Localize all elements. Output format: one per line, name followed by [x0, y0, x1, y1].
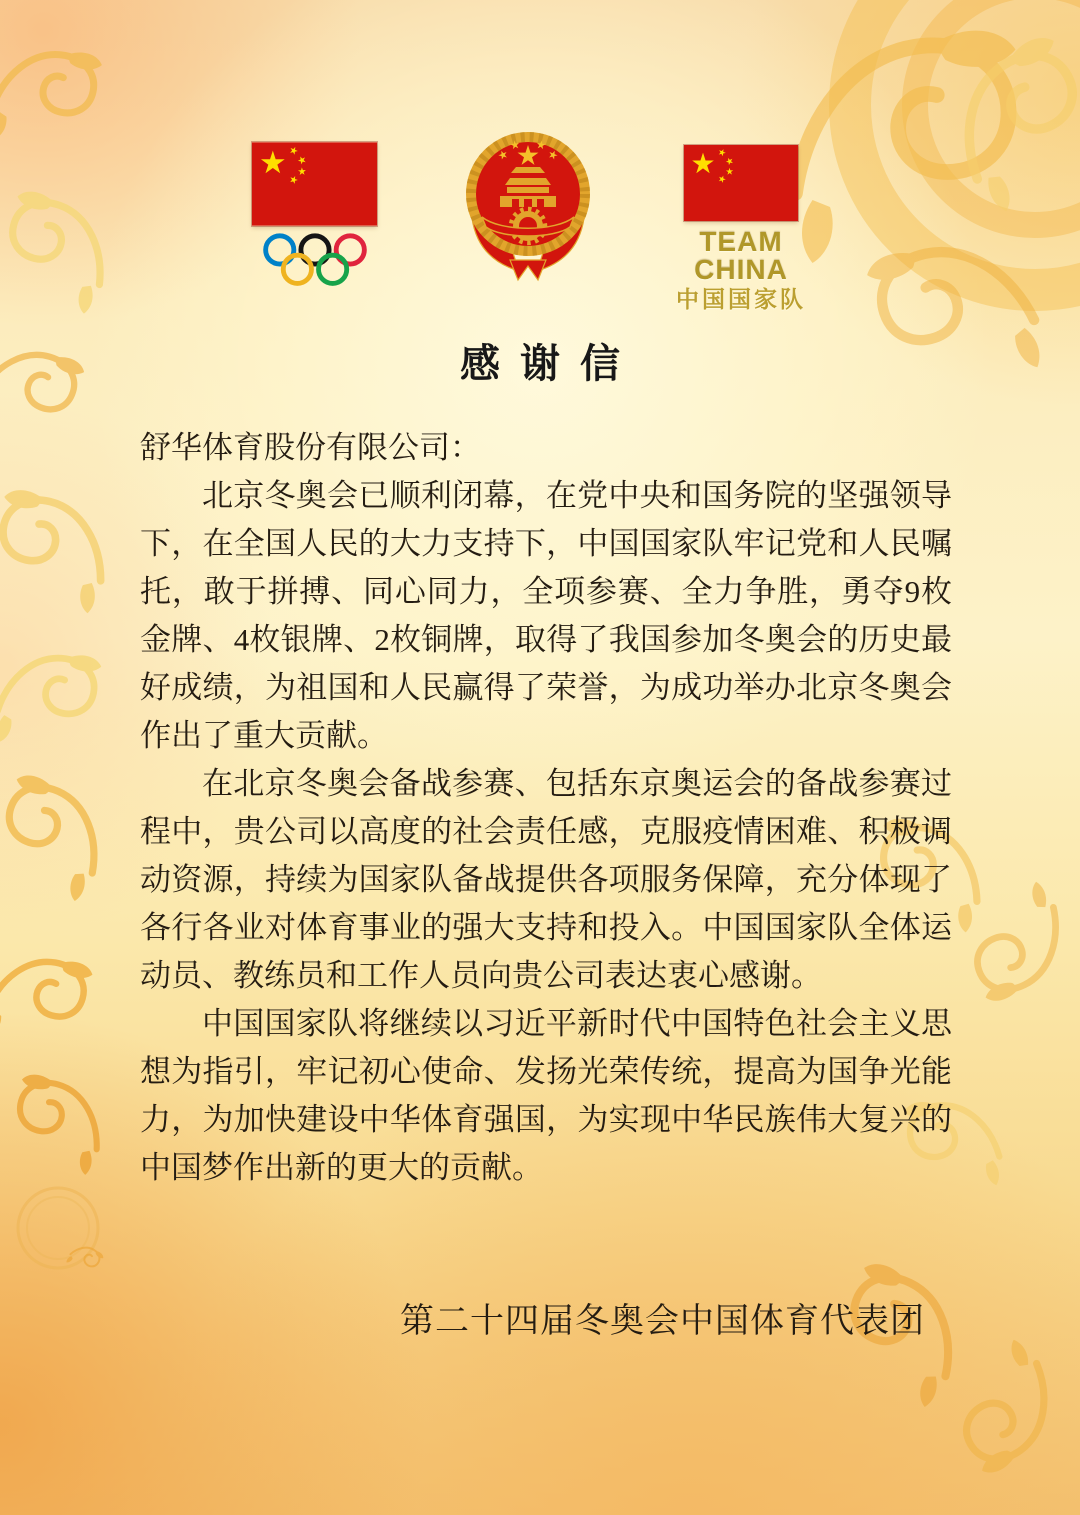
letter-paragraph: 中国国家队将继续以习近平新时代中国特色社会主义思想为指引，牢记初心使命、发扬光荣传统，提高为国争光能力，为加快建设中华体育强国，为实现中华民族伟大复兴的中国梦作出新的更大的贡献。: [140, 1006, 952, 1185]
left-vine: [0, 36, 117, 1176]
chinese-olympic-committee-emblem: [252, 142, 377, 288]
letter-body: [140, 424, 952, 1192]
circle-ornament: [18, 1188, 105, 1279]
team-china-chinese-label: 中国国家队: [676, 286, 806, 312]
china-flag-icon: [252, 142, 377, 226]
letter-paragraph: 北京冬奥会已顺利闭幕，在党中央和国务院的坚强领导下，在全国人民的大力支持下，中国国家队牢记党和人民嘱托，敢于拼搏、同心同力，全项参赛、全力争胜，勇夺9枚金牌、4枚银牌、2枚铜牌，取得了我国参加冬奥会的历史最好成绩，为祖国和人民赢得了荣誉，为成功举办北京冬奥会作出了重大贡献。: [140, 478, 952, 753]
letter-signature: 第二十四届冬奥会中国体育代表团: [400, 1303, 925, 1340]
china-flag-icon: [684, 145, 798, 221]
national-emblem-icon: [462, 122, 594, 284]
letter-paragraph: 在北京冬奥会备战参赛、包括东京奥运会的备战参赛过程中，贵公司以高度的社会责任感，克服疫情困难、积极调动资源，持续为国家队备战提供各项服务保障，充分体现了各行各业对体育事业的强大支持和投入。中国国家队全体运动员、教练员和工作人员向贵公司表达衷心感谢。: [140, 766, 952, 993]
olympic-rings-icon: [263, 233, 367, 288]
letter-title: 感谢信: [460, 341, 640, 386]
team-china-logo: [652, 145, 830, 311]
letter-salutation: 舒华体育股份有限公司：: [140, 430, 481, 465]
team-china-english-label: TEAM CHINA: [694, 226, 788, 285]
